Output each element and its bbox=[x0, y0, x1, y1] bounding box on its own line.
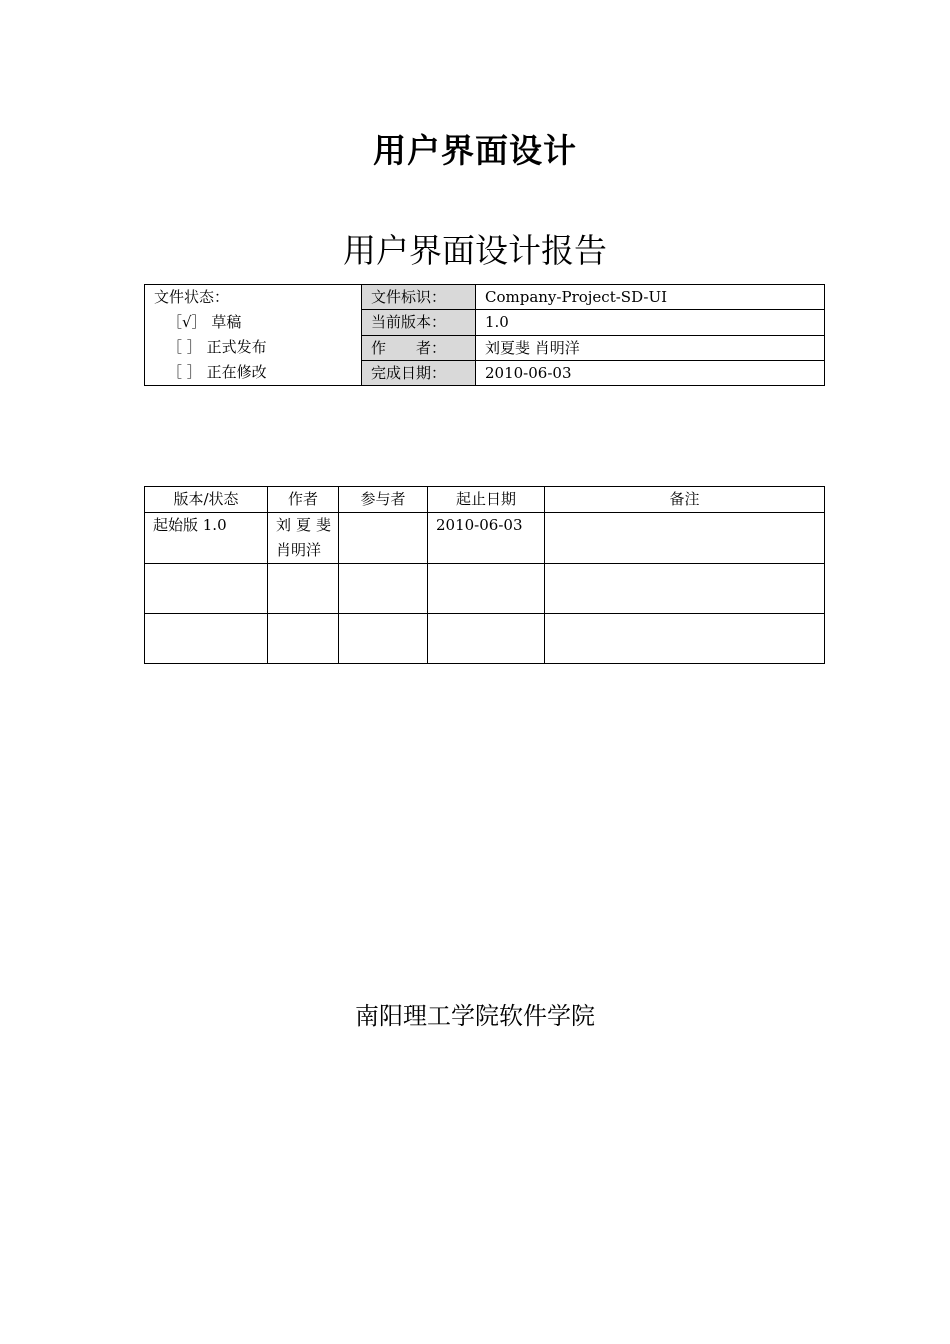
status-checkbox-draft: ［√］ bbox=[167, 313, 207, 331]
row-author-line2: 肖明洋 bbox=[276, 541, 322, 559]
file-id-value: Company-Project-SD-UI bbox=[476, 285, 825, 310]
row-notes bbox=[545, 564, 825, 614]
version-value: 1.0 bbox=[476, 310, 825, 335]
institution-footer: 南阳理工学院软件学院 bbox=[355, 1002, 595, 1030]
row-dates bbox=[428, 564, 545, 614]
header-version-status: 版本/状态 bbox=[145, 487, 268, 513]
document-title: 用户界面设计 bbox=[373, 131, 577, 170]
row-notes bbox=[545, 513, 825, 564]
version-label: 当前版本： bbox=[362, 310, 476, 335]
row-author bbox=[268, 513, 339, 564]
status-option-draft bbox=[154, 310, 361, 335]
status-checkbox-revising: ［ ］ bbox=[167, 363, 202, 381]
file-id-label: 文件标识： bbox=[362, 285, 476, 310]
header-notes: 备注 bbox=[545, 487, 825, 513]
author-value: 刘夏斐 肖明洋 bbox=[476, 335, 825, 360]
table-row bbox=[145, 564, 825, 614]
document-subtitle: 用户界面设计报告 bbox=[343, 231, 607, 270]
status-option-revising bbox=[154, 360, 361, 385]
file-status-heading: 文件状态： bbox=[154, 288, 230, 306]
row-author bbox=[268, 564, 339, 614]
completion-date-value: 2010-06-03 bbox=[476, 360, 825, 385]
row-participants bbox=[339, 513, 428, 564]
status-label-draft: 草稿 bbox=[211, 313, 242, 331]
document-status-table bbox=[144, 284, 825, 386]
file-status-cell bbox=[145, 285, 362, 386]
row-dates bbox=[428, 614, 545, 664]
status-label-published: 正式发布 bbox=[206, 338, 267, 356]
author-label: 作 者： bbox=[362, 335, 476, 360]
row-author bbox=[268, 614, 339, 664]
row-participants bbox=[339, 564, 428, 614]
row-author-line1: 刘夏斐 bbox=[276, 516, 337, 534]
table-row bbox=[145, 513, 825, 564]
table-header-row bbox=[145, 487, 825, 513]
row-dates: 2010-06-03 bbox=[428, 513, 545, 564]
status-option-published bbox=[154, 335, 361, 360]
table-row bbox=[145, 614, 825, 664]
row-participants bbox=[339, 614, 428, 664]
header-dates: 起止日期 bbox=[428, 487, 545, 513]
revision-history-table bbox=[144, 486, 825, 664]
row-notes bbox=[545, 614, 825, 664]
row-version: 起始版 1.0 bbox=[145, 513, 268, 564]
header-participants: 参与者 bbox=[339, 487, 428, 513]
row-version bbox=[145, 564, 268, 614]
status-label-revising: 正在修改 bbox=[206, 363, 267, 381]
row-version bbox=[145, 614, 268, 664]
completion-date-label: 完成日期： bbox=[362, 360, 476, 385]
status-checkbox-published: ［ ］ bbox=[167, 338, 202, 356]
header-author: 作者 bbox=[268, 487, 339, 513]
